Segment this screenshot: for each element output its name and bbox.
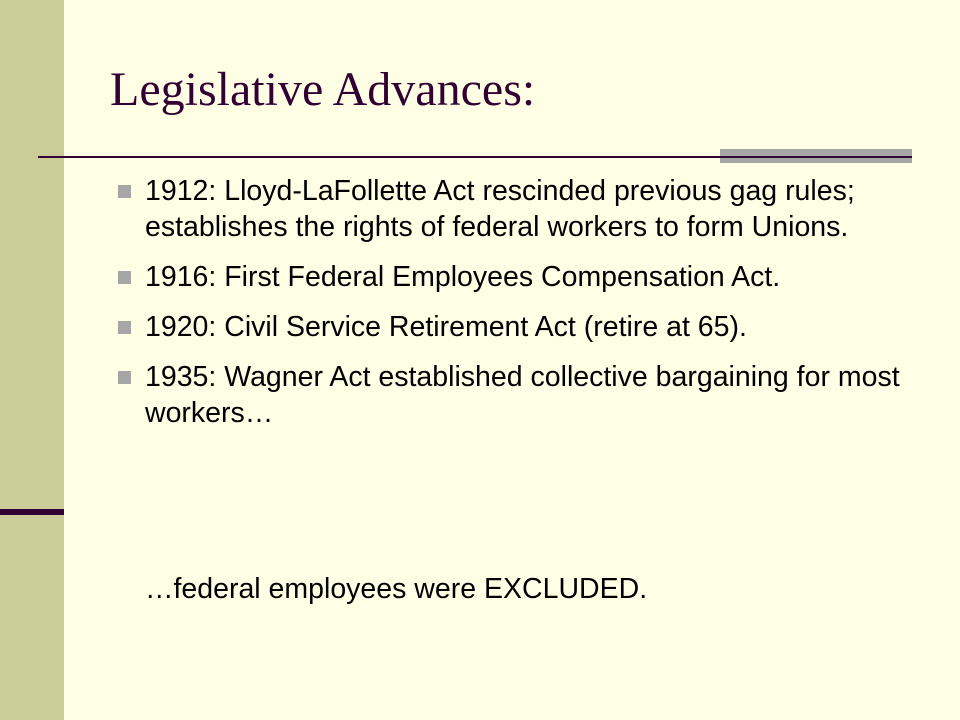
- left-accent-bar: [0, 509, 64, 515]
- square-bullet-icon: [118, 185, 131, 198]
- square-bullet-icon: [118, 321, 131, 334]
- title-divider-accent-line: [720, 156, 912, 158]
- continuation-text: …federal employees were EXCLUDED.: [145, 573, 648, 605]
- bullet-text: 1912: Lloyd-LaFollette Act rescinded previous gag rules; establishes the rights of federal workers to form Unions.: [145, 175, 855, 243]
- bullet-item-1935: [118, 359, 918, 431]
- bullet-item-1920: [118, 309, 918, 345]
- bullet-text: 1920: Civil Service Retirement Act (retire at 65).: [145, 311, 747, 343]
- slide-title: Legislative Advances:: [110, 63, 536, 116]
- bullet-text: 1916: First Federal Employees Compensation Act.: [145, 261, 781, 293]
- square-bullet-icon: [118, 271, 131, 284]
- bullet-item-1916: [118, 259, 918, 295]
- left-side-band: [0, 0, 64, 720]
- bullet-list: [118, 173, 918, 445]
- square-bullet-icon: [118, 371, 131, 384]
- bullet-item-1912: [118, 173, 918, 245]
- bullet-text: 1935: Wagner Act established collective bargaining for most workers…: [145, 361, 900, 429]
